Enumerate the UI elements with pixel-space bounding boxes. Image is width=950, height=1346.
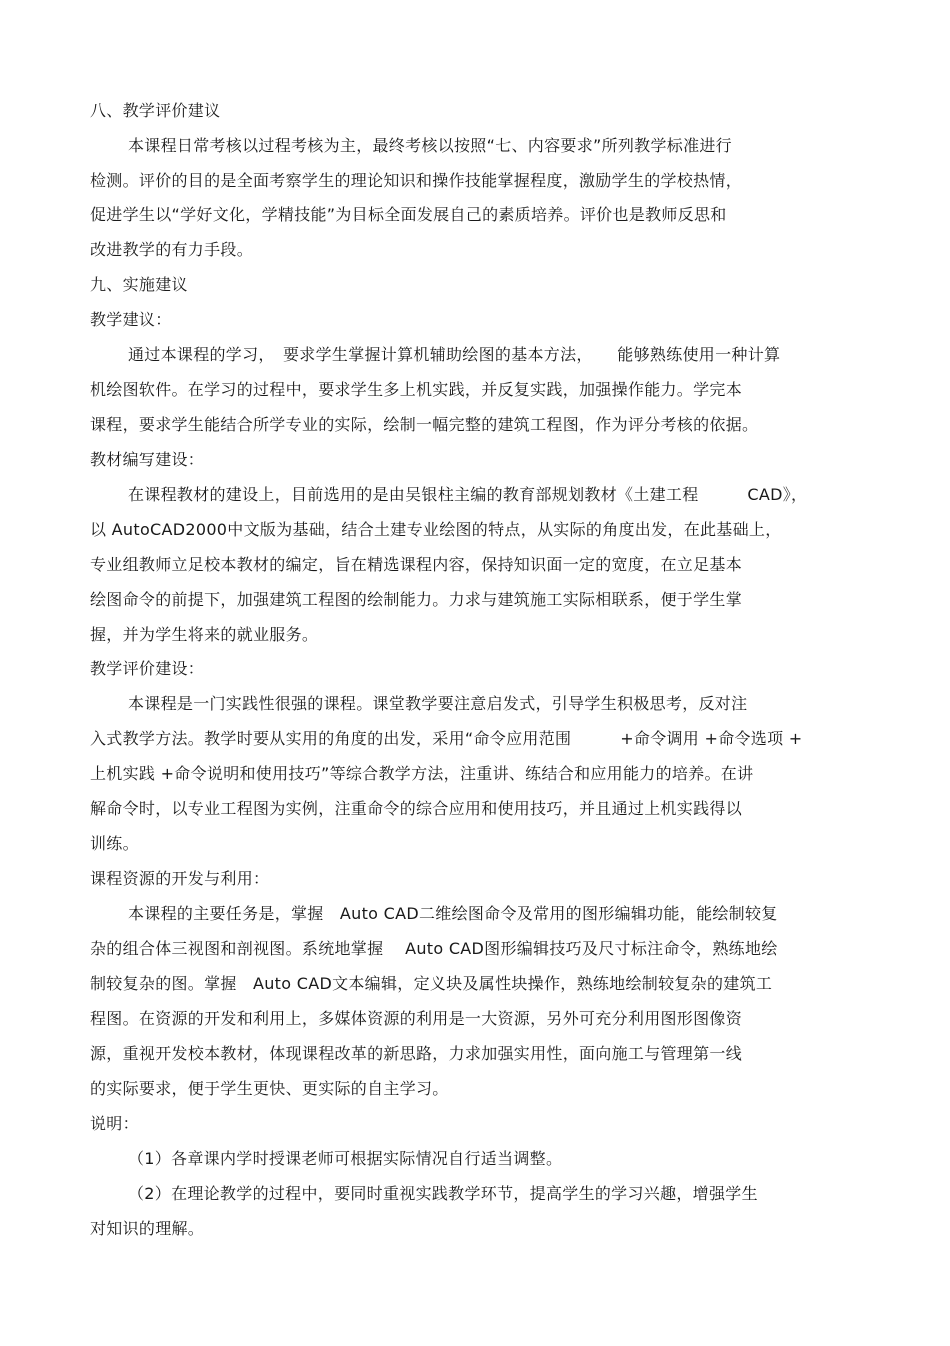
paragraph-line: 对知识的理解。 <box>90 1219 205 1238</box>
paragraph-line: 改进教学的有力手段。 <box>90 240 254 259</box>
paragraph-line: 专业组教师立足校本教材的编定，旨在精选课程内容，保持知识面一定的宽度，在立足基本 <box>90 555 743 574</box>
paragraph-line: 在课程教材的建设上，目前选用的是由吴银柱主编的教育部规划教材《土建工程 CAD》， <box>128 485 808 504</box>
paragraph-line: 杂的组合体三视图和剖视图。系统地掌握 Auto CAD图形编辑技巧及尺寸标注命令，熟练地绘 <box>90 939 778 958</box>
paragraph-line: 的实际要求，便于学生更快、更实际的自主学习。 <box>90 1079 449 1098</box>
paragraph-line: 本课程的主要任务是，掌握 Auto CAD二维绘图命令及常用的图形编辑功能，能绘制较复 <box>128 904 778 923</box>
section-8-heading: 八、教学评价建议 <box>90 101 221 120</box>
paragraph-line: 上机实践 +命令说明和使用技巧”等综合教学方法，注重讲、练结合和应用能力的培养。在讲 <box>90 764 754 783</box>
paragraph-line: 绘图命令的前提下，加强建筑工程图的绘制能力。力求与建筑施工实际相联系，便于学生掌 <box>90 590 743 609</box>
paragraph-line: 课程，要求学生能结合所学专业的实际，绘制一幅完整的建筑工程图，作为评分考核的依据。 <box>90 415 759 434</box>
teaching-heading: 教学建议： <box>90 310 172 329</box>
paragraph-line: 程图。在资源的开发和利用上，多媒体资源的利用是一大资源，另外可充分利用图形图像资 <box>90 1009 743 1028</box>
paragraph-line: 通过本课程的学习， 要求学生掌握计算机辅助绘图的基本方法， 能够熟练使用一种计算 <box>128 345 781 364</box>
note-item: （1）各章课内学时授课老师可根据实际情况自行适当调整。 <box>128 1149 563 1168</box>
paragraph-line: 本课程是一门实践性很强的课程。课堂教学要注意启发式，引导学生积极思考，反对注 <box>128 694 748 713</box>
paragraph-line: 检测。评价的目的是全面考察学生的理论知识和操作技能掌握程度，激励学生的学校热情， <box>90 171 743 190</box>
paragraph-line: 机绘图软件。在学习的过程中，要求学生多上机实践，并反复实践，加强操作能力。学完本 <box>90 380 743 399</box>
section-9-heading: 九、实施建议 <box>90 275 188 294</box>
paragraph-line: 训练。 <box>90 834 139 853</box>
resources-heading: 课程资源的开发与利用： <box>90 869 270 888</box>
textbook-heading: 教材编写建设： <box>90 450 205 469</box>
paragraph-line: 以 AutoCAD2000中文版为基础，结合土建专业绘图的特点，从实际的角度出发，在此基础上， <box>90 520 782 539</box>
paragraph-line: 入式教学方法。教学时要从实用的角度的出发，采用“命令应用范围 +命令调用 +命令选项 + <box>90 729 803 748</box>
paragraph-line: 解命令时，以专业工程图为实例，注重命令的综合应用和使用技巧，并且通过上机实践得以 <box>90 799 743 818</box>
paragraph-line: 本课程日常考核以过程考核为主，最终考核以按照“七、内容要求”所列教学标准进行 <box>128 136 732 155</box>
evaluation-heading: 教学评价建设： <box>90 659 205 678</box>
note-item: （2）在理论教学的过程中，要同时重视实践教学环节，提高学生的学习兴趣，增强学生 <box>128 1184 758 1203</box>
notes-heading: 说明： <box>90 1114 139 1133</box>
paragraph-line: 促进学生以“学好文化，学精技能”为目标全面发展自己的素质培养。评价也是教师反思和 <box>90 205 727 224</box>
paragraph-line: 源，重视开发校本教材，体现课程改革的新思路，力求加强实用性，面向施工与管理第一线 <box>90 1044 743 1063</box>
paragraph-line: 制较复杂的图。掌握 Auto CAD文本编辑，定义块及属性块操作，熟练地绘制较复杂的建筑工 <box>90 974 773 993</box>
paragraph-line: 握，并为学生将来的就业服务。 <box>90 625 319 644</box>
